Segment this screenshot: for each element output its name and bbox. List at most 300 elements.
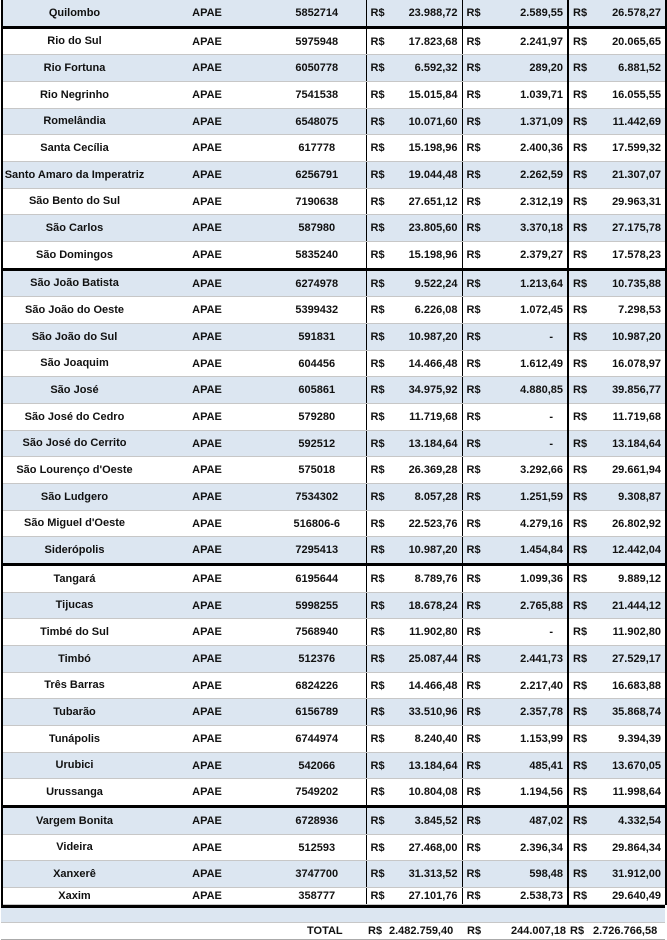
currency-cell: R$	[366, 457, 386, 484]
currency-cell: R$	[568, 431, 588, 457]
currency-cell: R$	[366, 351, 386, 377]
currency-cell: R$	[462, 537, 482, 565]
table-row	[2, 351, 666, 377]
currency-cell: R$	[568, 457, 588, 484]
total-cell: 35.868,74	[588, 699, 666, 726]
table-row	[2, 593, 666, 619]
currency-cell: R$	[366, 537, 386, 565]
table-row	[2, 404, 666, 431]
valor2-cell: -	[482, 619, 568, 646]
currency-cell: R$	[568, 324, 588, 351]
municipio-cell: Quilombo	[2, 0, 146, 28]
apae-table	[1, 0, 667, 905]
entidade-cell: APAE	[146, 888, 268, 905]
municipio-cell: Tunápolis	[2, 726, 146, 753]
codigo-cell: 7568940	[268, 619, 366, 646]
currency-cell: R$	[462, 270, 482, 297]
currency-cell: R$	[366, 673, 386, 699]
currency-cell: R$	[462, 861, 482, 888]
total-cell: 9.308,87	[588, 484, 666, 511]
valor2-cell: 2.400,36	[482, 135, 568, 162]
valor2-cell: 2.241,97	[482, 28, 568, 55]
codigo-cell: 592512	[268, 431, 366, 457]
currency-cell: R$	[568, 28, 588, 55]
valor1-cell: 6.592,32	[386, 55, 462, 82]
currency-cell: R$	[568, 162, 588, 189]
municipio-cell: Rio do Sul	[2, 28, 146, 55]
table-row	[2, 215, 666, 242]
table-row	[2, 189, 666, 215]
total-cell: 13.184,64	[588, 431, 666, 457]
municipio-cell: Siderópolis	[2, 537, 146, 565]
currency-cell: R$	[366, 565, 386, 593]
currency-cell: R$	[568, 673, 588, 699]
entidade-cell: APAE	[146, 779, 268, 807]
currency-cell: R$	[568, 537, 588, 565]
currency-cell: R$	[462, 565, 482, 593]
valor2-cell: 2.396,34	[482, 835, 568, 861]
valor1-cell: 27.101,76	[386, 888, 462, 905]
currency-cell: R$	[366, 861, 386, 888]
codigo-cell: 5852714	[268, 0, 366, 28]
currency-cell: R$	[462, 753, 482, 779]
currency-cell: R$	[568, 619, 588, 646]
valor2-cell: -	[482, 431, 568, 457]
municipio-cell: São Joaquim	[2, 351, 146, 377]
total-cell: 17.599,32	[588, 135, 666, 162]
table-row	[2, 646, 666, 673]
currency-cell: R$	[366, 888, 386, 905]
valor1-cell: 27.468,00	[386, 835, 462, 861]
total-cell: 11.719,68	[588, 404, 666, 431]
total-cell: 7.298,53	[588, 297, 666, 324]
total-cell: 31.912,00	[588, 861, 666, 888]
currency-cell: R$	[568, 835, 588, 861]
total-valor2: 244.007,18	[511, 925, 567, 937]
currency-cell: R$	[568, 699, 588, 726]
valor2-cell: 487,02	[482, 807, 568, 835]
municipio-cell: Vargem Bonita	[2, 807, 146, 835]
table-row	[2, 109, 666, 135]
currency-cell: R$	[366, 135, 386, 162]
municipio-cell: São José do Cedro	[2, 404, 146, 431]
codigo-cell: 6548075	[268, 109, 366, 135]
valor2-cell: 1.213,64	[482, 270, 568, 297]
codigo-cell: 6744974	[268, 726, 366, 753]
valor2-cell: 4.880,85	[482, 377, 568, 404]
municipio-cell: Xaxim	[2, 888, 146, 905]
currency-cell: R$	[568, 135, 588, 162]
currency-cell: R$	[568, 215, 588, 242]
municipio-cell: São Bento do Sul	[2, 189, 146, 215]
currency-cell: R$	[462, 135, 482, 162]
municipio-cell: São João do Sul	[2, 324, 146, 351]
valor2-cell: 1.612,49	[482, 351, 568, 377]
total-valor1: 2.482.759,40	[389, 925, 454, 937]
entidade-cell: APAE	[146, 0, 268, 28]
codigo-cell: 6824226	[268, 673, 366, 699]
valor1-cell: 15.198,96	[386, 135, 462, 162]
entidade-cell: APAE	[146, 807, 268, 835]
valor2-cell: 4.279,16	[482, 511, 568, 537]
currency-cell: R$	[568, 861, 588, 888]
table-row	[2, 297, 666, 324]
currency-cell: R$	[568, 0, 588, 28]
municipio-cell: São Lourenço d'Oeste	[2, 457, 146, 484]
total-cell: 11.998,64	[588, 779, 666, 807]
table-row	[2, 726, 666, 753]
valor1-cell: 9.522,24	[386, 270, 462, 297]
total-cell: 4.332,54	[588, 807, 666, 835]
valor1-cell: 10.987,20	[386, 537, 462, 565]
codigo-cell: 6195644	[268, 565, 366, 593]
currency-cell: R$	[366, 242, 386, 270]
entidade-cell: APAE	[146, 135, 268, 162]
currency-cell: R$	[462, 377, 482, 404]
valor2-cell: 1.454,84	[482, 537, 568, 565]
valor2-cell: 2.589,55	[482, 0, 568, 28]
currency-cell: R$	[568, 109, 588, 135]
currency-cell: R$	[568, 189, 588, 215]
valor1-cell: 26.369,28	[386, 457, 462, 484]
entidade-cell: APAE	[146, 726, 268, 753]
codigo-cell: 579280	[268, 404, 366, 431]
currency-cell: R$	[568, 484, 588, 511]
entidade-cell: APAE	[146, 646, 268, 673]
table-row	[2, 511, 666, 537]
codigo-cell: 5399432	[268, 297, 366, 324]
table-row	[2, 779, 666, 807]
municipio-cell: Rio Fortuna	[2, 55, 146, 82]
codigo-cell: 6274978	[268, 270, 366, 297]
codigo-cell: 5998255	[268, 593, 366, 619]
currency-cell: R$	[462, 699, 482, 726]
currency-cell: R$	[462, 673, 482, 699]
codigo-cell: 516806-6	[268, 511, 366, 537]
table-row	[2, 377, 666, 404]
currency-cell: R$	[462, 215, 482, 242]
currency-cell: R$	[366, 28, 386, 55]
currency-cell: R$	[568, 242, 588, 270]
currency-cell: R$	[366, 189, 386, 215]
municipio-cell: Tubarão	[2, 699, 146, 726]
table-row	[2, 28, 666, 55]
valor2-cell: 2.312,19	[482, 189, 568, 215]
valor1-cell: 14.466,48	[386, 351, 462, 377]
municipio-cell: Tijucas	[2, 593, 146, 619]
currency-cell: R$	[366, 297, 386, 324]
total-label: TOTAL	[307, 925, 343, 937]
total-cell: 27.529,17	[588, 646, 666, 673]
currency-cell: R$	[568, 511, 588, 537]
entidade-cell: APAE	[146, 619, 268, 646]
currency-cell: R$	[568, 779, 588, 807]
currency-cell: R$	[568, 807, 588, 835]
table-row	[2, 835, 666, 861]
valor2-cell: -	[482, 324, 568, 351]
total-currency-3: R$	[570, 925, 585, 937]
municipio-cell: Rio Negrinho	[2, 82, 146, 109]
valor1-cell: 13.184,64	[386, 431, 462, 457]
municipio-cell: Urussanga	[2, 779, 146, 807]
valor1-cell: 11.719,68	[386, 404, 462, 431]
currency-cell: R$	[462, 431, 482, 457]
valor2-cell: 1.371,09	[482, 109, 568, 135]
municipio-cell: Videira	[2, 835, 146, 861]
municipio-cell: São Miguel d'Oeste	[2, 511, 146, 537]
table-row	[2, 135, 666, 162]
total-cell: 16.055,55	[588, 82, 666, 109]
entidade-cell: APAE	[146, 404, 268, 431]
currency-cell: R$	[462, 619, 482, 646]
currency-cell: R$	[462, 888, 482, 905]
total-cell: 21.444,12	[588, 593, 666, 619]
table-row	[2, 242, 666, 270]
currency-cell: R$	[462, 297, 482, 324]
codigo-cell: 5975948	[268, 28, 366, 55]
codigo-cell: 6728936	[268, 807, 366, 835]
valor2-cell: 1.153,99	[482, 726, 568, 753]
currency-cell: R$	[366, 511, 386, 537]
valor1-cell: 18.678,24	[386, 593, 462, 619]
table-row	[2, 807, 666, 835]
currency-cell: R$	[366, 835, 386, 861]
municipio-cell: Santa Cecília	[2, 135, 146, 162]
codigo-cell: 512593	[268, 835, 366, 861]
entidade-cell: APAE	[146, 162, 268, 189]
total-cell: 29.864,34	[588, 835, 666, 861]
total-cell: 10.735,88	[588, 270, 666, 297]
total-cell: 11.902,80	[588, 619, 666, 646]
entidade-cell: APAE	[146, 835, 268, 861]
currency-cell: R$	[462, 457, 482, 484]
valor2-cell: 2.441,73	[482, 646, 568, 673]
currency-cell: R$	[366, 109, 386, 135]
currency-cell: R$	[462, 646, 482, 673]
currency-cell: R$	[462, 0, 482, 28]
total-row	[1, 923, 665, 940]
valor2-cell: 2.357,78	[482, 699, 568, 726]
total-cell: 26.802,92	[588, 511, 666, 537]
municipio-cell: Xanxerê	[2, 861, 146, 888]
table-row	[2, 324, 666, 351]
valor1-cell: 23.988,72	[386, 0, 462, 28]
currency-cell: R$	[366, 55, 386, 82]
codigo-cell: 5835240	[268, 242, 366, 270]
currency-cell: R$	[568, 888, 588, 905]
valor1-cell: 25.087,44	[386, 646, 462, 673]
currency-cell: R$	[366, 484, 386, 511]
valor1-cell: 22.523,76	[386, 511, 462, 537]
valor2-cell: 3.292,66	[482, 457, 568, 484]
valor2-cell: 3.370,18	[482, 215, 568, 242]
valor1-cell: 15.198,96	[386, 242, 462, 270]
table-row	[2, 82, 666, 109]
municipio-cell: Urubici	[2, 753, 146, 779]
entidade-cell: APAE	[146, 324, 268, 351]
currency-cell: R$	[462, 242, 482, 270]
table-row	[2, 861, 666, 888]
valor1-cell: 8.057,28	[386, 484, 462, 511]
valor2-cell: 598,48	[482, 861, 568, 888]
codigo-cell: 587980	[268, 215, 366, 242]
total-cell: 21.307,07	[588, 162, 666, 189]
currency-cell: R$	[462, 28, 482, 55]
municipio-cell: São José	[2, 377, 146, 404]
currency-cell: R$	[462, 835, 482, 861]
municipio-cell: Timbó	[2, 646, 146, 673]
valor2-cell: 289,20	[482, 55, 568, 82]
codigo-cell: 7541538	[268, 82, 366, 109]
currency-cell: R$	[568, 351, 588, 377]
municipio-cell: São João do Oeste	[2, 297, 146, 324]
currency-cell: R$	[366, 270, 386, 297]
codigo-cell: 7295413	[268, 537, 366, 565]
currency-cell: R$	[462, 779, 482, 807]
table-row	[2, 699, 666, 726]
entidade-cell: APAE	[146, 297, 268, 324]
currency-cell: R$	[568, 646, 588, 673]
valor1-cell: 8.240,40	[386, 726, 462, 753]
total-grand: 2.726.766,58	[593, 925, 658, 937]
municipio-cell: São João Batista	[2, 270, 146, 297]
codigo-cell: 542066	[268, 753, 366, 779]
currency-cell: R$	[462, 404, 482, 431]
municipio-cell: São Domingos	[2, 242, 146, 270]
currency-cell: R$	[366, 82, 386, 109]
entidade-cell: APAE	[146, 109, 268, 135]
currency-cell: R$	[366, 162, 386, 189]
valor1-cell: 33.510,96	[386, 699, 462, 726]
codigo-cell: 604456	[268, 351, 366, 377]
table-row	[2, 484, 666, 511]
spreadsheet	[1, 0, 665, 905]
table-row	[2, 619, 666, 646]
currency-cell: R$	[462, 593, 482, 619]
total-cell: 12.442,04	[588, 537, 666, 565]
currency-cell: R$	[462, 726, 482, 753]
codigo-cell: 512376	[268, 646, 366, 673]
valor2-cell: 2.538,73	[482, 888, 568, 905]
municipio-cell: São Carlos	[2, 215, 146, 242]
entidade-cell: APAE	[146, 215, 268, 242]
currency-cell: R$	[462, 189, 482, 215]
total-cell: 9.889,12	[588, 565, 666, 593]
valor2-cell: 1.251,59	[482, 484, 568, 511]
entidade-cell: APAE	[146, 484, 268, 511]
currency-cell: R$	[366, 807, 386, 835]
valor1-cell: 8.789,76	[386, 565, 462, 593]
valor1-cell: 6.226,08	[386, 297, 462, 324]
entidade-cell: APAE	[146, 593, 268, 619]
valor1-cell: 3.845,52	[386, 807, 462, 835]
valor1-cell: 10.987,20	[386, 324, 462, 351]
total-cell: 10.987,20	[588, 324, 666, 351]
total-cell: 9.394,39	[588, 726, 666, 753]
currency-cell: R$	[462, 484, 482, 511]
currency-cell: R$	[366, 215, 386, 242]
valor2-cell: 1.039,71	[482, 82, 568, 109]
codigo-cell: 6156789	[268, 699, 366, 726]
municipio-cell: Romelândia	[2, 109, 146, 135]
total-cell: 16.078,97	[588, 351, 666, 377]
entidade-cell: APAE	[146, 377, 268, 404]
table-row	[2, 55, 666, 82]
valor1-cell: 11.902,80	[386, 619, 462, 646]
currency-cell: R$	[568, 82, 588, 109]
municipio-cell: Tangará	[2, 565, 146, 593]
currency-cell: R$	[568, 55, 588, 82]
municipio-cell: São Ludgero	[2, 484, 146, 511]
currency-cell: R$	[366, 377, 386, 404]
total-cell: 13.670,05	[588, 753, 666, 779]
total-cell: 27.175,78	[588, 215, 666, 242]
entidade-cell: APAE	[146, 28, 268, 55]
entidade-cell: APAE	[146, 753, 268, 779]
currency-cell: R$	[462, 82, 482, 109]
currency-cell: R$	[568, 753, 588, 779]
valor1-cell: 15.015,84	[386, 82, 462, 109]
currency-cell: R$	[366, 431, 386, 457]
total-cell: 17.578,23	[588, 242, 666, 270]
codigo-cell: 7549202	[268, 779, 366, 807]
table-row	[2, 537, 666, 565]
codigo-cell: 605861	[268, 377, 366, 404]
entidade-cell: APAE	[146, 55, 268, 82]
currency-cell: R$	[462, 162, 482, 189]
table-row	[2, 753, 666, 779]
blank-row	[1, 908, 665, 923]
table-row	[2, 270, 666, 297]
currency-cell: R$	[366, 779, 386, 807]
total-currency-2: R$	[467, 925, 482, 937]
entidade-cell: APAE	[146, 565, 268, 593]
entidade-cell: APAE	[146, 351, 268, 377]
currency-cell: R$	[462, 324, 482, 351]
total-cell: 20.065,65	[588, 28, 666, 55]
valor2-cell: 1.072,45	[482, 297, 568, 324]
codigo-cell: 617778	[268, 135, 366, 162]
total-currency-1: R$	[368, 925, 383, 937]
total-cell: 16.683,88	[588, 673, 666, 699]
valor1-cell: 14.466,48	[386, 673, 462, 699]
valor1-cell: 34.975,92	[386, 377, 462, 404]
entidade-cell: APAE	[146, 189, 268, 215]
valor1-cell: 31.313,52	[386, 861, 462, 888]
valor2-cell: 2.765,88	[482, 593, 568, 619]
entidade-cell: APAE	[146, 861, 268, 888]
codigo-cell: 358777	[268, 888, 366, 905]
valor2-cell: 2.262,59	[482, 162, 568, 189]
total-cell: 26.578,27	[588, 0, 666, 28]
currency-cell: R$	[366, 0, 386, 28]
valor1-cell: 23.805,60	[386, 215, 462, 242]
currency-cell: R$	[568, 565, 588, 593]
valor2-cell: -	[482, 404, 568, 431]
entidade-cell: APAE	[146, 673, 268, 699]
municipio-cell: Timbé do Sul	[2, 619, 146, 646]
table-row	[2, 565, 666, 593]
total-cell: 39.856,77	[588, 377, 666, 404]
currency-cell: R$	[366, 324, 386, 351]
total-cell: 29.640,49	[588, 888, 666, 905]
currency-cell: R$	[568, 404, 588, 431]
entidade-cell: APAE	[146, 270, 268, 297]
currency-cell: R$	[462, 511, 482, 537]
table-row	[2, 162, 666, 189]
entidade-cell: APAE	[146, 699, 268, 726]
valor2-cell: 1.099,36	[482, 565, 568, 593]
